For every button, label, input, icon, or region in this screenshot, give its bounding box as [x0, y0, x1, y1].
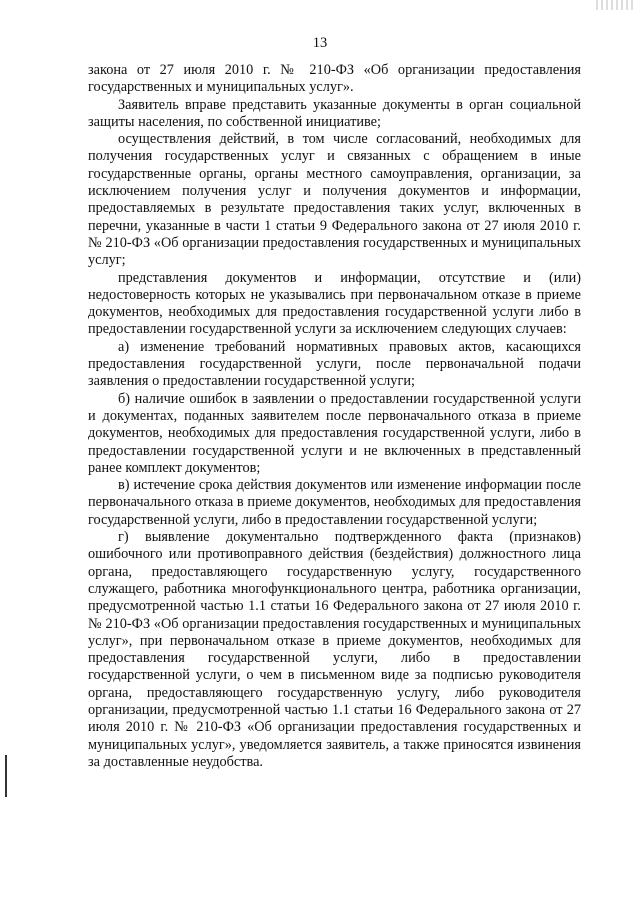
- paragraph-item-g: г) выявление документально подтвержденного факта (признаков) ошибочного или противоправного действия (бездействия) должностного лица органа, предоставляющего государственную услугу, государственного служащего, работника многофункционального центра, работника организации, предусмотренной частью 1.1 статьи 16 Федерального закона от 27 июля 2010 г. № 210-ФЗ «Об организации предоставления государственных и муниципальных услуг», при первоначальном отказе в приеме документов, необходимых для предоставления государственной услуги, либо в предоставлении государственной услуги, о чем в письменном виде за подписью руководителя органа, предоставляющего государственную услугу, либо руководителя организации, предусмотренной частью 1.1 статьи 16 Федерального закона от 27 июля 2010 г. № 210-ФЗ «Об организации предоставления государственных и муниципальных услуг», уведомляется заявитель, а также приносятся извинения за доставленные неудобства.: [88, 529, 581, 770]
- document-body: [88, 62, 581, 771]
- page-number: 13: [312, 35, 328, 51]
- paragraph-item-a: а) изменение требований нормативных правовых актов, касающихся предоставления государственной услуги, после первоначальной подачи заявления о предоставлении государственной услуги;: [88, 338, 581, 390]
- paragraph-applicant-right: Заявитель вправе представить указанные документы в орган социальной защиты населения, по собственной инициативе;: [88, 96, 581, 130]
- paragraph-documents: представления документов и информации, отсутствие и (или) недостоверность которых не указывались при первоначальном отказе в приеме документов, необходимых для предоставления государственной услуги либо в предоставлении государственной услуги за исключением следующих случаев:: [88, 269, 581, 338]
- paragraph-actions: осуществления действий, в том числе согласований, необходимых для получения государственных услуг и связанных с обращением в иные государственные органы, органы местного самоуправления, организации, за исключением получения услуг и получения документов и информации, предоставляемых в результате предоставления таких услуг, включенных в перечни, указанные в части 1 статьи 9 Федерального закона от 27 июля 2010 г. № 210-ФЗ «Об организации предоставления государственных и муниципальных услуг;: [88, 131, 581, 269]
- scan-edge-mark: [5, 755, 7, 797]
- paragraph-item-v: в) истечение срока действия документов или изменение информации после первоначального отказа в приеме документов, необходимых для предоставления государственной услуги, либо в предоставлении государственной услуги;: [88, 477, 581, 528]
- scan-artifact: [596, 0, 636, 10]
- paragraph-continuation: закона от 27 июля 2010 г. № 210-ФЗ «Об организации предоставления государственных и муниципальных услуг».: [88, 62, 581, 96]
- paragraph-item-b: б) наличие ошибок в заявлении о предоставлении государственной услуги и документах, поданных заявителем после первоначального отказа в приеме документов, необходимых для предоставления государственной услуги, либо в предоставлении государственной услуги и не включенных в представленный ранее комплект документов;: [88, 390, 581, 476]
